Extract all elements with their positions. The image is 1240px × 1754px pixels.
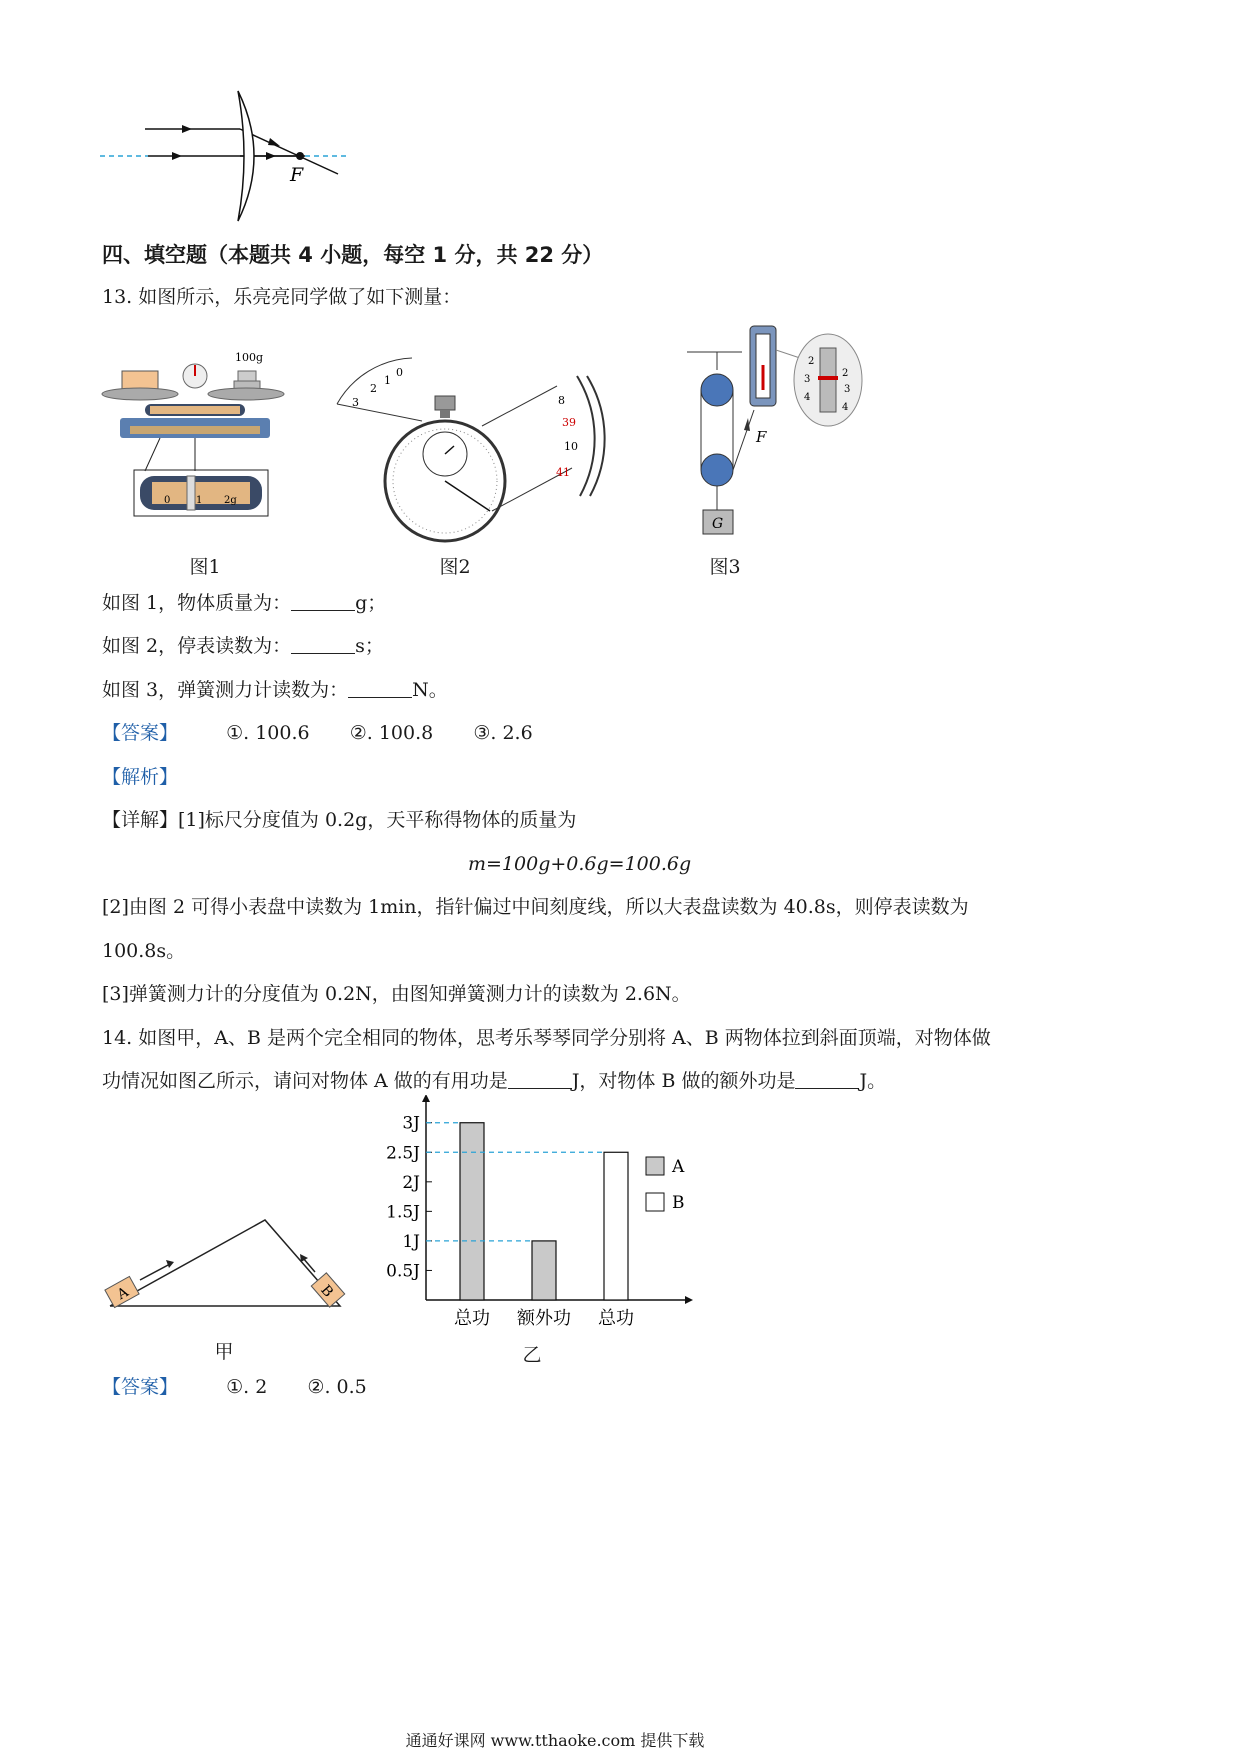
legend-label-A: A	[672, 1157, 685, 1177]
analysis-tag: 【解析】	[102, 766, 179, 788]
stopwatch-figure	[332, 356, 612, 546]
y-tick-label: 1.5J	[386, 1202, 420, 1223]
legend-swatch-A	[646, 1157, 664, 1175]
y-tick-label: 2J	[402, 1172, 420, 1193]
incline-figure	[100, 1210, 350, 1315]
category-label: 额外功	[517, 1308, 571, 1329]
q13-line1: 如图 1，物体质量为： g；	[102, 592, 387, 614]
q14-stem-2: 功情况如图乙所示，请问对物体 A 做的有用功是 J，对物体 B 做的额外功是 J。	[102, 1070, 887, 1092]
block-a	[105, 1276, 139, 1307]
dial-top-3: 3	[352, 396, 359, 409]
fig3-caption: 图3	[709, 556, 741, 578]
q13-blank-3[interactable]	[348, 679, 412, 698]
y-tick-label: 0.5J	[386, 1261, 420, 1282]
section-heading: 四、填空题（本题共 4 小题，每空 1 分，共 22 分）	[102, 243, 604, 267]
scale-label-1: 1	[196, 495, 203, 506]
zoom-label-l2: 2	[808, 356, 815, 367]
scale-label-2g: 2g	[224, 495, 237, 506]
dial-top-0: 0	[396, 366, 403, 379]
q14-answer-row	[102, 1374, 367, 1400]
zoom-label-l4: 4	[804, 392, 811, 403]
q13-blank-1[interactable]	[291, 592, 355, 611]
detail-line-3: [3]弹簧测力计的分度值为 0.2N，由图知弹簧测力计的读数为 2.6N。	[102, 983, 691, 1005]
q14-blank-2[interactable]	[795, 1070, 859, 1089]
q13-blank-2[interactable]	[291, 635, 355, 654]
formula: m=100g+0.6g=100.6g	[468, 853, 692, 875]
answer-2: ②. 100.8	[349, 722, 434, 744]
lens-ray-diagram	[100, 86, 370, 231]
page-footer: 通通好课网 www.tthaoke.com 提供下载	[405, 1731, 705, 1750]
detail-line-2a: [2]由图 2 可得小表盘中读数为 1min，指针偏过中间刻度线，所以大表盘读数为 40.8s，则停表读数为	[102, 896, 969, 918]
fig2-caption: 图2	[439, 556, 471, 578]
answer-tag: 【答案】	[102, 722, 179, 744]
y-axis-arrow	[422, 1095, 430, 1102]
work-bar-chart	[360, 1095, 700, 1335]
answer-1: ①. 2	[226, 1376, 268, 1398]
y-tick-label: 1J	[402, 1231, 420, 1252]
pulley-figure	[682, 320, 872, 545]
dial-top-2: 2	[370, 382, 377, 395]
svg-text:B: B	[317, 1282, 337, 1301]
answer-1: ①. 100.6	[226, 722, 310, 744]
q13-line3: 如图 3，弹簧测力计读数为： N。	[102, 679, 448, 701]
q13-answer-row	[102, 720, 533, 746]
legend-label-B: B	[672, 1193, 685, 1213]
category-label: 总功	[598, 1308, 634, 1329]
balance-figure	[100, 346, 290, 521]
dial-right-39: 39	[562, 416, 576, 429]
weight-100g-label: 100g	[235, 351, 264, 364]
q13-stem: 13. 如图所示，乐亮亮同学做了如下测量：	[102, 286, 462, 308]
y-tick-label: 2.5J	[386, 1143, 420, 1164]
bar-A	[460, 1123, 484, 1300]
answer-2: ②. 0.5	[307, 1376, 367, 1398]
dial-top-1: 1	[384, 374, 391, 387]
dial-right-8: 8	[558, 394, 565, 407]
answer-3: ③. 2.6	[473, 722, 533, 744]
weight-label-g: G	[712, 516, 724, 532]
x-axis-arrow	[685, 1296, 693, 1304]
zoom-label-r2: 2	[842, 368, 849, 379]
zoom-label-l3: 3	[804, 374, 811, 385]
y-tick-label: 3J	[402, 1113, 420, 1134]
force-label-f: F	[756, 428, 767, 446]
dial-right-10: 10	[564, 440, 578, 453]
category-label: 总功	[454, 1308, 490, 1329]
scale-label-0: 0	[164, 495, 171, 506]
focus-label: F	[290, 164, 304, 186]
legend-swatch-B	[646, 1193, 664, 1211]
fig-jia-caption: 甲	[214, 1341, 234, 1363]
bar-B	[604, 1152, 628, 1300]
fig-yi-caption: 乙	[522, 1344, 542, 1366]
dial-right-41: 41	[556, 466, 570, 479]
q14-stem-1: 14. 如图甲，A、B 是两个完全相同的物体，思考乐琴琴同学分别将 A、B 两物体拉到斜面顶端，对物体做	[102, 1027, 991, 1049]
q13-line2: 如图 2，停表读数为： s；	[102, 635, 384, 657]
zoom-label-r3: 3	[844, 384, 851, 395]
bar-A	[532, 1241, 556, 1300]
svg-text:A: A	[114, 1284, 132, 1304]
fig1-caption: 图1	[189, 556, 221, 578]
detail-line-1: 【详解】[1]标尺分度值为 0.2g，天平称得物体的质量为	[102, 809, 577, 831]
answer-tag: 【答案】	[102, 1376, 179, 1398]
detail-line-2b: 100.8s。	[102, 940, 186, 962]
q14-blank-1[interactable]	[508, 1070, 572, 1089]
zoom-label-r4: 4	[842, 402, 849, 413]
